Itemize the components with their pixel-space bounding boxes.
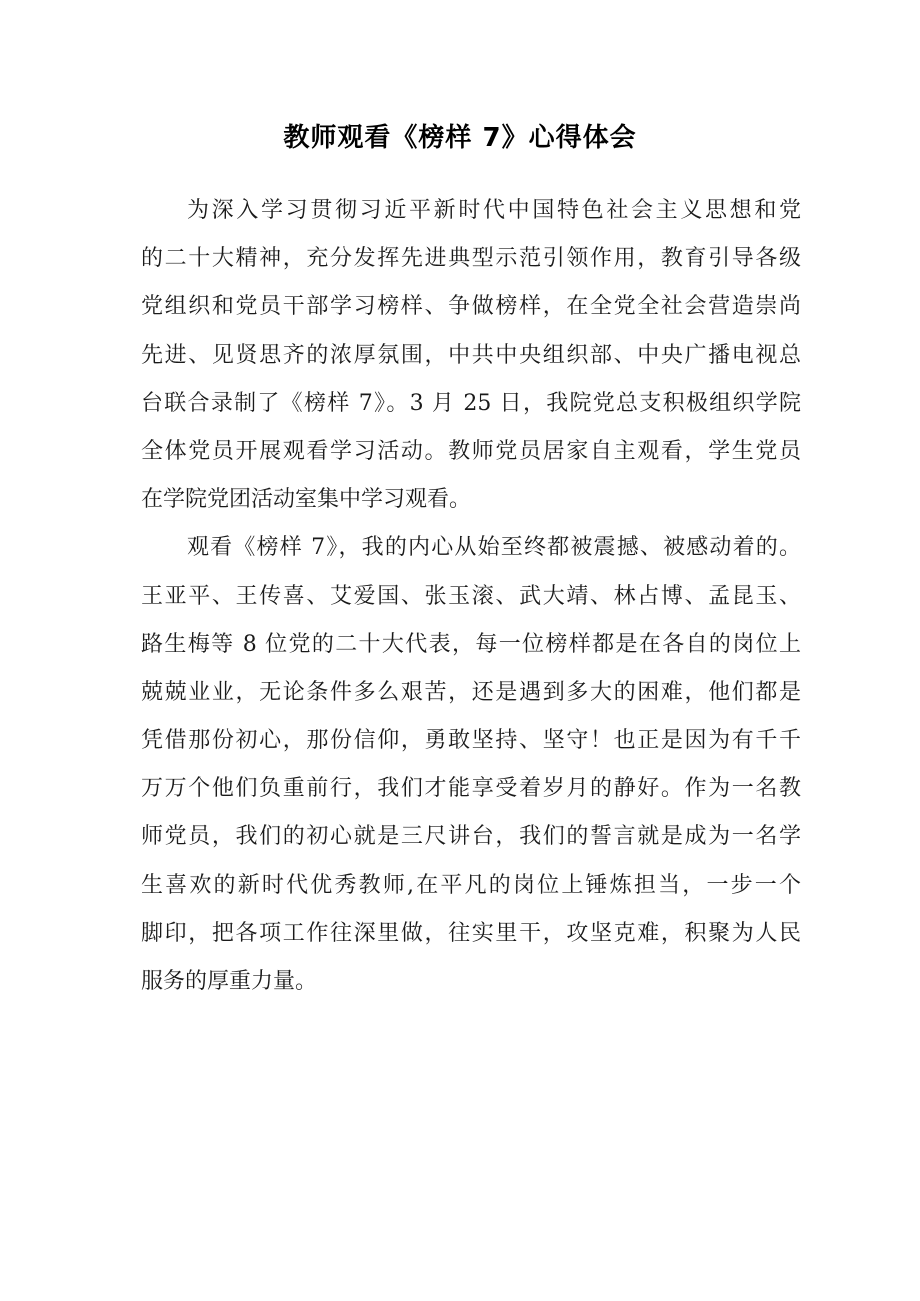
paragraph-line: 路生梅等 8 位党的二十大代表，每一位榜样都是在各自的岗位上 [141,631,801,657]
paragraph-line: 服务的厚重力量。 [141,969,318,994]
paragraph-line: 生喜欢的新时代优秀教师,在平凡的岗位上锤炼担当，一步一个 [141,872,801,898]
paragraph-line: 党组织和党员干部学习榜样、争做榜样，在全党全社会营造崇尚 [141,294,801,320]
document-body [141,187,801,1006]
paragraph-line: 台联合录制了《榜样 7》。3 月 25 日，我院党总支积极组织学院 [141,390,801,416]
paragraph-line: 凭借那份初心，那份信仰，勇敢坚持、坚守！也正是因为有千千 [141,728,801,754]
paragraph-line: 的二十大精神，充分发挥先进典型示范引领作用，教育引导各级 [141,246,801,272]
paragraph-line: 为深入学习贯彻习近平新时代中国特色社会主义思想和党 [187,198,801,223]
document-title: 教师观看《榜样 7》心得体会 [283,123,637,153]
paragraph-line: 全体党员开展观看学习活动。教师党员居家自主观看，学生党员 [141,438,801,464]
paragraph-line: 万万个他们负重前行，我们才能享受着岁月的静好。作为一名教 [141,776,801,802]
paragraph-2 [141,524,801,1006]
paragraph-line: 王亚平、王传喜、艾爱国、张玉滚、武大靖、林占博、孟昆玉、 [141,583,801,609]
paragraph-line: 在学院党团活动室集中学习观看。 [141,487,472,513]
paragraph-line: 师党员，我们的初心就是三尺讲台，我们的誓言就是成为一名学 [141,824,801,850]
paragraph-line: 兢兢业业，无论条件多么艰苦，还是遇到多大的困难，他们都是 [141,679,801,705]
paragraph-line: 先进、见贤思齐的浓厚氛围，中共中央组织部、中央广播电视总 [141,342,801,368]
paragraph-1 [141,187,801,524]
paragraph-line: 观看《榜样 7》，我的内心从始至终都被震撼、被感动着的。 [187,535,801,561]
paragraph-line: 脚印，把各项工作往深里做，往实里干，攻坚克难，积聚为人民 [141,920,801,946]
